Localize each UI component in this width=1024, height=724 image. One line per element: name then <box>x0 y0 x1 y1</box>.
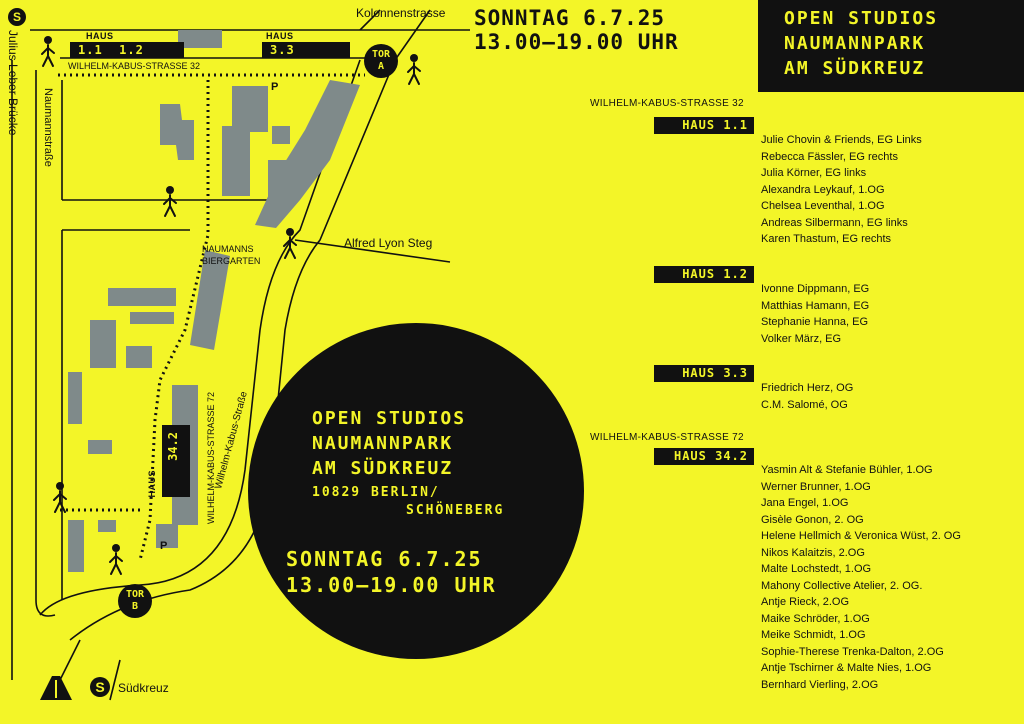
pedestrian-icon <box>408 54 420 84</box>
list-item: Helene Hellmich & Veronica Wüst, 2. OG <box>761 530 961 542</box>
list-item: Karen Thastum, EG rechts <box>761 233 892 245</box>
list-item: Chelsea Leventhal, 1.OG <box>761 200 885 212</box>
parking-icon: P <box>160 540 168 552</box>
street-kolonnenstrasse: Kolonnenstrasse <box>356 6 446 20</box>
street-wilhelm-kabus-32: WILHELM-KABUS-STRASSE 32 <box>68 61 201 71</box>
circle-title-line: OPEN STUDIOS <box>312 408 467 429</box>
building <box>90 320 116 368</box>
artist-list <box>761 132 922 248</box>
list-item: Andreas Silbermann, EG links <box>761 216 908 229</box>
haus-heading: HAUS 3.3 <box>654 365 754 382</box>
list-item: Malte Lochstedt, 1.OG <box>761 563 872 575</box>
circle-title <box>312 406 466 481</box>
street-wilhelm-kabus-72: WILHELM-KABUS-STRASSE 72 <box>206 392 216 525</box>
haus-label: HAUS <box>147 470 157 498</box>
naumanns-biergarten: NAUMANNS BIERGARTEN <box>202 244 261 266</box>
building <box>178 30 222 48</box>
circle-address-line: 10829 BERLIN/ <box>312 485 440 500</box>
circle-title-line: NAUMANNPARK <box>312 433 454 454</box>
haus-1-1-label: 1.1 <box>78 43 103 57</box>
event-date: SONNTAG 6.7.25 <box>474 6 666 30</box>
suedkreuz-label: Südkreuz <box>118 681 169 695</box>
title-line: OPEN STUDIOS <box>784 8 939 29</box>
pedestrian-icon <box>164 186 176 216</box>
autobahn-icon <box>40 676 72 700</box>
title-line: NAUMANNPARK <box>784 33 926 54</box>
list-item: Yasmin Alt & Stefanie Bühler, 1.OG <box>761 464 933 476</box>
tor-b-badge: TOR B <box>118 584 152 618</box>
s-bahn-icon: S <box>90 677 110 697</box>
artist-list <box>761 281 869 347</box>
title-line: AM SÜDKREUZ <box>784 58 926 79</box>
building <box>222 126 250 196</box>
street-alfred-lyon-steg: Alfred Lyon Steg <box>344 236 433 250</box>
list-item: Volker März, EG <box>761 332 842 345</box>
list-item: Jana Engel, 1.OG <box>761 497 849 509</box>
street-wilhelm-kabus: Wilhelm-Kabus-Straße <box>213 390 250 491</box>
building <box>272 126 290 144</box>
title-box <box>758 0 1024 92</box>
haus-3-3-marker: 3.3 <box>262 42 350 58</box>
circle-date-block <box>286 546 497 598</box>
building <box>160 104 194 160</box>
circle-address <box>312 484 504 520</box>
list-item: Antje Rieck, 2.OG <box>761 596 850 608</box>
tor-a-badge: TOR A <box>364 44 398 78</box>
street-heading: WILHELM-KABUS-STRASSE 32 <box>590 98 744 109</box>
haus-heading: HAUS 1.2 <box>654 266 754 283</box>
list-item: Rebecca Fässler, EG rechts <box>761 150 898 163</box>
pedestrian-icon <box>284 228 296 258</box>
event-time: 13.00–19.00 UHR <box>474 30 679 54</box>
list-item: Ivonne Dippmann, EG <box>761 283 870 295</box>
street-naumannstrasse: Naumannstraße <box>42 88 54 167</box>
building <box>130 312 174 324</box>
circle-time: 13.00–19.00 UHR <box>286 573 497 597</box>
building <box>98 520 116 532</box>
pedestrian-icon <box>54 482 66 512</box>
list-item: Julia Körner, EG links <box>761 167 867 179</box>
list-item: Sophie-Therese Trenka-Dalton, 2.OG <box>761 645 944 658</box>
list-item: Werner Brunner, 1.OG <box>761 480 871 493</box>
artist-list <box>761 380 853 413</box>
list-item: Maike Schröder, 1.OG <box>761 612 870 625</box>
artist-list <box>761 462 961 693</box>
list-item: Gisèle Gonon, 2. OG <box>761 513 864 526</box>
building <box>232 86 268 132</box>
haus-1-2-label: 1.2 <box>119 43 144 57</box>
haus-34-2-label: 34.2 <box>166 432 180 461</box>
building <box>88 440 112 454</box>
building <box>108 288 176 306</box>
list-item: Bernhard Vierling, 2.OG <box>761 678 879 691</box>
list-item: Matthias Hamann, EG <box>761 299 870 312</box>
street-heading: WILHELM-KABUS-STRASSE 72 <box>590 432 744 443</box>
list-item: Alexandra Leykauf, 1.OG <box>761 183 885 196</box>
list-item: Friedrich Herz, OG <box>761 382 854 394</box>
list-item: Meike Schmidt, 1.OG <box>761 629 866 641</box>
list-item: Antje Tschirner & Malte Nies, 1.OG <box>761 662 932 674</box>
circle-date: SONNTAG 6.7.25 <box>286 547 483 571</box>
building <box>68 372 82 424</box>
pedestrian-icon <box>110 544 122 574</box>
haus-heading: HAUS 34.2 <box>654 448 754 465</box>
s-bahn-icon: S <box>8 8 26 26</box>
street-julius-leber-bruecke: Julius Leber Brücke <box>6 30 20 136</box>
haus-heading: HAUS 1.1 <box>654 117 754 134</box>
parking-icon: P <box>271 81 279 93</box>
building <box>126 346 152 368</box>
list-item: C.M. Salomé, OG <box>761 398 848 411</box>
list-item: Nikos Kalaitzis, 2.OG <box>761 546 865 559</box>
list-item: Julie Chovin & Friends, EG Links <box>761 134 922 146</box>
list-item: Mahony Collective Atelier, 2. OG. <box>761 579 923 592</box>
circle-title-line: AM SÜDKREUZ <box>312 458 454 479</box>
building <box>68 520 84 572</box>
building <box>255 80 360 228</box>
circle-address-line: SCHÖNEBERG <box>406 503 505 518</box>
haus-label: HAUS <box>86 31 114 41</box>
list-item: Stephanie Hanna, EG <box>761 316 869 328</box>
pedestrian-icon <box>42 36 54 66</box>
haus-label: HAUS <box>266 31 294 41</box>
event-date-header <box>474 6 679 54</box>
haus-1-1-1-2-marker <box>70 42 184 58</box>
